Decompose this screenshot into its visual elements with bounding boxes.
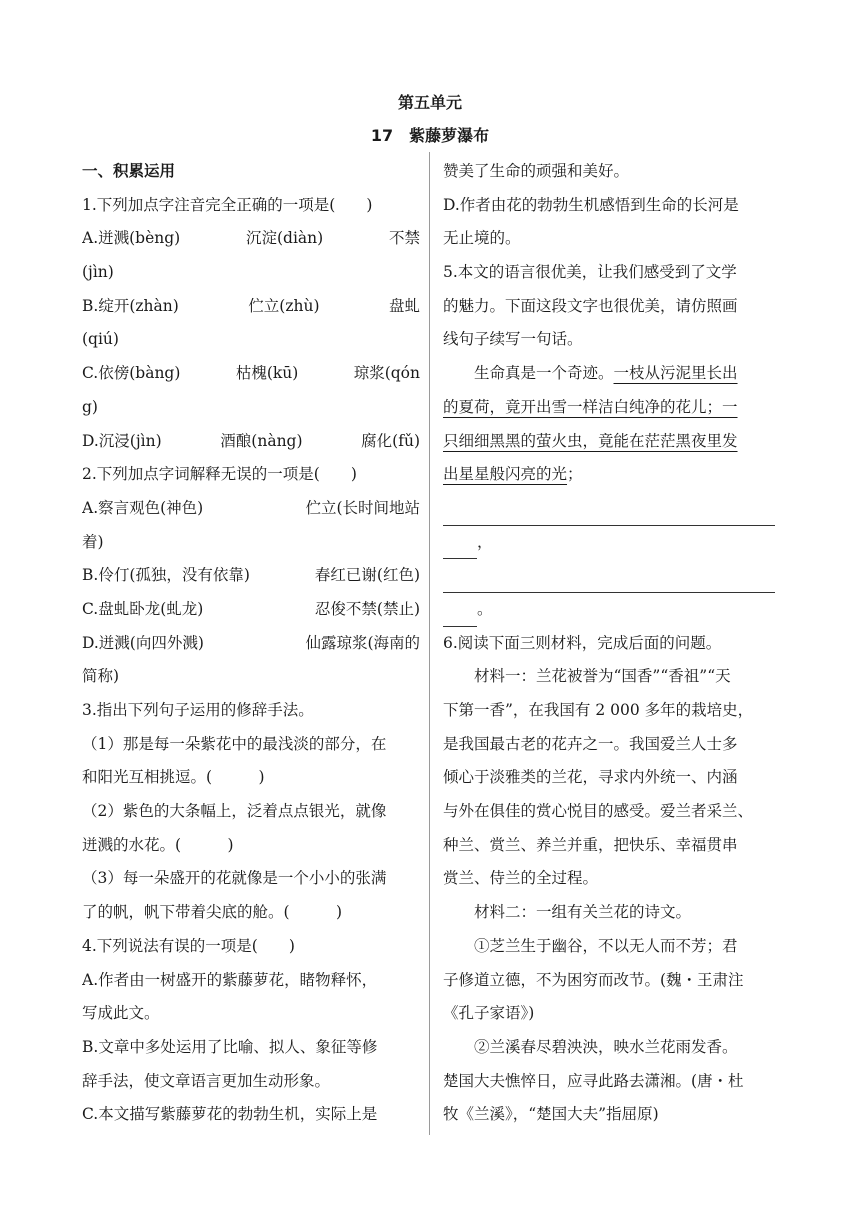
text-line: 赞美了生命的顽强和美好。 [443,162,630,180]
text-line: 线句子续写一句话。 [443,330,583,349]
option-text: 伫立(zhù) [248,296,320,315]
option-text: 沉淀(diàn) [246,229,324,248]
question-option-line [82,492,422,526]
option-text: 春红已谢(红色) [314,566,420,585]
text-line: 赏兰、侍兰的全过程。 [443,869,599,888]
option-text: 忍俊不禁(禁止) [314,599,420,618]
q5-example-line-4: 出星星般闪亮的光； [443,465,583,484]
text-line: 楚国大夫憔悴日，应寻此路去潇湘。(唐・杜 [443,1071,744,1090]
text-line: ②兰溪春尽碧泱泱，映水兰花雨发香。 [474,1037,738,1056]
text-line: 无止境的。 [443,229,521,248]
text-line: 了的帆，帆下带着尖底的舱。( ) [82,903,343,922]
option-text: 仙露琼浆(海南的 [305,633,420,652]
text-line: 《孔子家语》) [443,1004,535,1023]
q5-underlined-sentence: 一枝从污泥里长出 [613,364,738,383]
text-line: 写成此文。 [82,1004,160,1023]
text-line: 种兰、赏兰、养兰并重，把快乐、幸福贯串 [443,835,738,854]
question-option-line [82,425,422,459]
text-line: 下第一香”，在我国有 2 000 多年的栽培史， [443,701,754,719]
text-line: （3）每一朵盛开的花就像是一个小小的张满 [82,869,387,888]
text-line: 材料二：一组有关兰花的诗文。 [474,903,692,922]
text-line: 材料一：兰花被誉为“国香”“香祖”“天 [474,667,731,686]
q5-answer-line-2[interactable]: ， [443,526,783,560]
option-text: A.迸溅(bèng) [82,229,181,248]
option-text: A.察言观色(神色) [82,498,204,517]
option-text: 酒酿(nàng) [220,431,303,450]
q5-answer-line-3[interactable] [443,559,783,593]
option-text: 伫立(长时间地站 [305,498,420,517]
q5-answer-line-1[interactable] [443,492,783,526]
question-option-line [82,290,422,324]
text-line: 着) [82,532,104,551]
text-line: D.作者由花的勃勃生机感悟到生命的长河是 [443,195,739,214]
option-text: D.迸溅(向四外溅) [82,633,204,652]
text-line: 6.阅读下面三则材料，完成后面的问题。 [443,633,722,652]
text-line: 2.下列加点字词解释无误的一项是( ) [82,465,357,484]
option-text: D.沉浸(jìn) [82,431,162,450]
text-line: 和阳光互相挑逗。( ) [82,768,265,787]
text-line: A.作者由一树盛开的紫藤萝花，睹物释怀， [82,970,378,989]
option-text: 不禁 [388,229,420,248]
question-option-line [82,593,422,627]
text-line: 4.下列说法有误的一项是( ) [82,936,295,955]
text-line: B.文章中多处运用了比喻、拟人、象征等修 [82,1037,378,1056]
option-text: C.盘虬卧龙(虬龙) [82,599,204,618]
left-column [82,155,422,1132]
text-line: 1.下列加点字注音完全正确的一项是( ) [82,195,373,214]
option-text: 腐化(fǔ) [361,431,420,450]
text-line: 倾心于淡雅类的兰花，寻求内外统一、内涵 [443,768,738,787]
text-line: 的魅力。下面这段文字也很优美，请仿照画 [443,296,738,315]
right-column [443,155,783,1132]
text-line: 辞手法，使文章语言更加生动形象。 [82,1071,331,1090]
text-line: （2）紫色的大条幅上，泛着点点银光，就像 [82,802,387,821]
text-line: 迸溅的水花。( ) [82,835,234,854]
text-line: 3.指出下列句子运用的修辞手法。 [82,701,314,719]
text-line: 是我国最古老的花卉之一。我国爱兰人士多 [443,734,738,753]
option-text: 盘虬 [388,296,420,315]
text-line: C.本文描写紫藤萝花的勃勃生机，实际上是 [82,1105,378,1124]
text-line: (qiú) [82,330,119,349]
text-line: ①芝兰生于幽谷，不以无人而不芳；君 [474,936,738,955]
option-text: 琼浆(qón [353,364,420,383]
question-option-line [82,627,422,661]
text-line: (jìn) [82,263,114,282]
question-option-line [82,357,422,391]
q5-example-line-2: 的夏荷，竟开出雪一样洁白纯净的花儿；一 [443,397,738,416]
unit-title: 第五单元 [397,93,462,112]
text-line: 子修道立德，不为困穷而改节。(魏・王肃注 [443,970,744,989]
text-line: 与外在俱佳的赏心悦目的感受。爱兰者采兰、 [443,802,754,821]
q5-example-line-3: 只细细黑黑的萤火虫，竟能在茫茫黑夜里发 [443,431,738,450]
column-divider [429,152,430,1135]
text-line: 简称) [82,667,120,686]
option-text: B.绽开(zhàn) [82,296,179,315]
q5-answer-line-4[interactable]: 。 [443,593,783,627]
option-text: 枯槐(kū) [235,364,299,383]
section-heading: 一、积累运用 [82,162,176,180]
option-text: B.伶仃(孤独，没有依靠) [82,566,250,585]
lesson-title: 17 紫藤萝瀑布 [370,126,490,145]
option-text: C.依傍(bàng) [82,364,181,383]
question-option-line [82,222,422,256]
text-line: g) [82,397,98,416]
question-option-line [82,559,422,593]
text-line: 5.本文的语言很优美，让我们感受到了文学 [443,263,737,282]
text-line: 牧《兰溪》，“楚国大夫”指屈原) [443,1105,659,1124]
q5-example-line-1: 生命真是一个奇迹。一枝从污泥里长出 [474,364,738,383]
text-line: （1）那是每一朵紫花中的最浅淡的部分，在 [82,734,387,753]
